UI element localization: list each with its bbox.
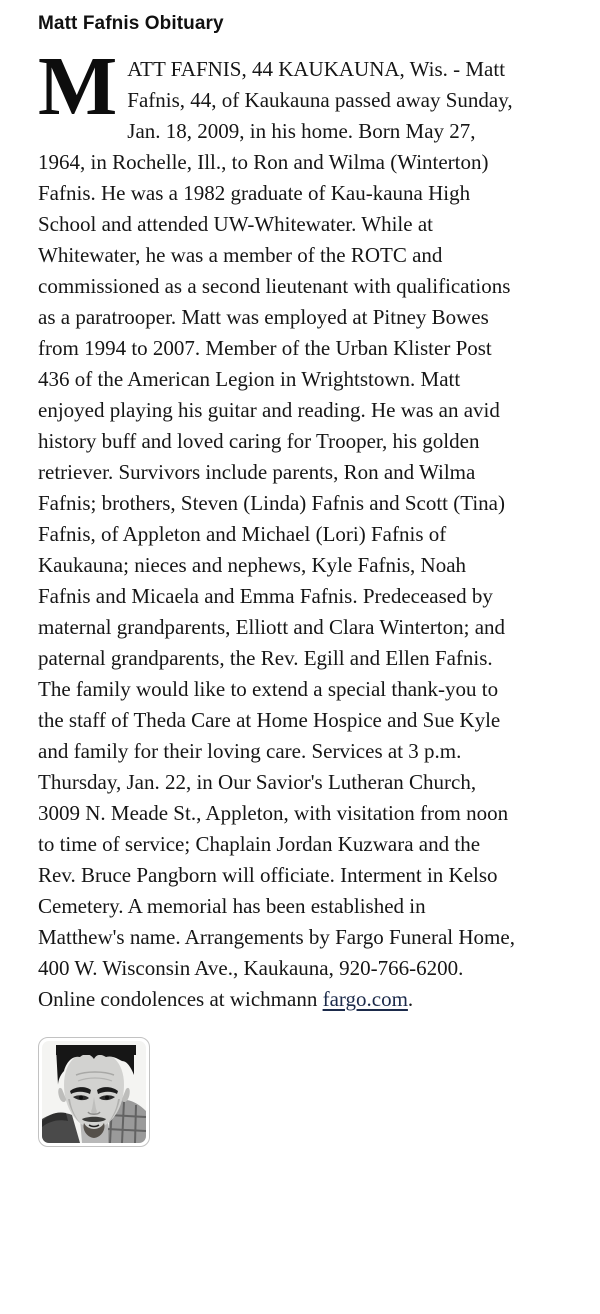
dropcap-letter: M	[38, 40, 118, 133]
page-title: Matt Fafnis Obituary	[38, 13, 224, 34]
portrait-photo-graphic	[42, 1041, 146, 1143]
obituary-text: ATT FAFNIS, 44 KAUKAUNA, Wis. - Matt Fafnis, 44, of Kaukauna passed away Sunday, Jan. 18, 2009, in his home. Born May 27, 1964, in Rochelle, Ill., to Ron and Wilma (Winterton) Fafnis. He was a 1982 graduate of Kau-kauna High School and attended UW-Whitewater. While at Whitewater, he was a member of the ROTC and commissioned as a second lieutenant with qualifications as a paratrooper. Matt was employed at Pitney Bowes from 1994 to 2007. Member of the Urban Klister Post 436 of the American Legion in Wrightstown. Matt enjoyed playing his guitar and reading. He was an avid history buff and loved caring for Trooper, his golden retriever. Survivors include parents, Ron and Wilma Fafnis; brothers, Steven (Linda) Fafnis and Scott (Tina) Fafnis, of Appleton and Michael (Lori) Fafnis of Kaukauna; nieces and nephews, Kyle Fafnis, Noah Fafnis and Micaela and Emma Fafnis. Predeceased by maternal grandparents, Elliott and Clara Winterton; and paternal grandparents, the Rev. Egill and Ellen Fafnis. The family would like to extend a special thank-you to the staff of Theda Care at Home Hospice and Sue Kyle and family for their loving care. Services at 3 p.m. Thursday, Jan. 22, in Our Savior's Lutheran Church, 3009 N. Meade St., Appleton, with visitation from noon to time of service; Chaplain Jordan Kuzwara and the Rev. Bruce Pangborn will officiate. Interment in Kelso Cemetery. A memorial has been established in Matthew's name. Arrangements by Fargo Funeral Home, 400 W. Wisconsin Ave., Kaukauna, 920-766-6200. Online condolences at wichmann	[38, 57, 515, 1011]
obituary-photo[interactable]	[38, 1037, 150, 1147]
obituary-body	[38, 40, 516, 1015]
obituary-text-suffix: .	[407, 987, 414, 1011]
condolences-link[interactable]: fargo.com	[322, 987, 408, 1011]
